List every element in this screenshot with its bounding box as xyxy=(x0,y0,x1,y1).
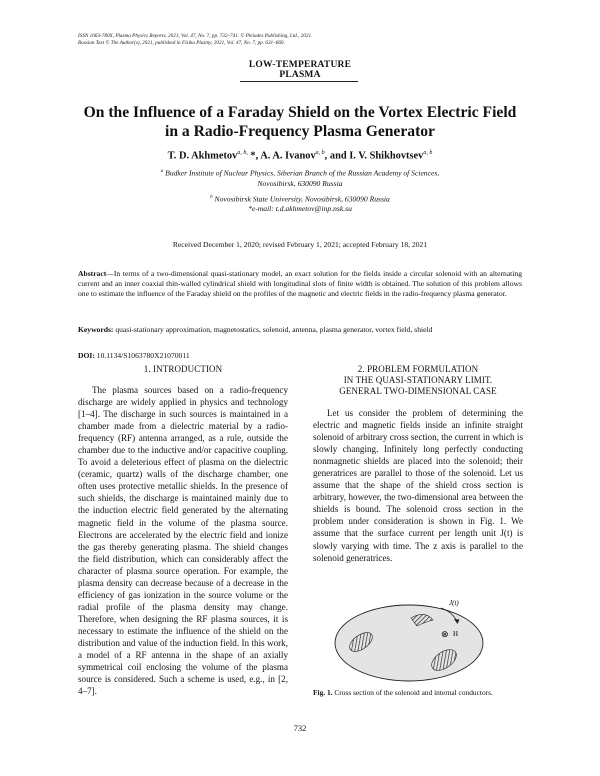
section-heading: LOW-TEMPERATURE PLASMA xyxy=(248,60,352,80)
intro-heading: 1. INTRODUCTION xyxy=(143,364,223,374)
author-email: *e-mail: t.d.akhmetov@inp.nsk.su xyxy=(248,204,352,213)
abstract: Abstract—In terms of a two-dimensional quasi-stationary model, an exact solution for the fields inside a circular solenoid with an alternating current and an inner coaxial thin-walled cylindrical shield with longitudinal slots of finite width is obtained. The solution of this problem allows one to estimate the influence of the Faraday shield on the profiles of the magnetic and electric fields in the radio-frequency plasma generator. xyxy=(78,269,522,298)
affiliation-a: $^a$ Budker Institute of Nuclear Physics, Siberian Branch of the Russian Academy of Sciences, Novosibirsk, 630090 Russia xyxy=(160,168,440,188)
formulation-heading: 2. PROBLEM FORMULATION IN THE QUASI-STATIONARY LIMIT. GENERAL TWO-DIMENSIONAL CASE xyxy=(339,364,497,396)
paper-title: On the Influence of a Faraday Shield on the Vortex Electric Field in a Radio-Frequency Plasma Generator xyxy=(83,104,517,140)
author-2: A. A. Ivanov xyxy=(260,150,316,162)
formulation-body: Let us consider the problem of determining the electric and magnetic fields inside an infinite straight solenoid of arbitrary cross section, the current in which is slowly changing. Infinitely long perfectly conducting nonmagnetic shields are placed into the solenoid; their generatrices are parallel to those of the solenoid. Let us assume that the shape of the shield cross section is arbitrary, however, the two-dimensional area between the shields is bound. The solenoid cross section in the problem under consideration is shown in Fig. 1. We assume that the surface current per length unit J(t) is slowly varying with time. The z axis is parallel to the solenoid generatrices. xyxy=(313,408,523,563)
doi: DOI: 10.1134/S1063780X21070011 xyxy=(78,351,190,360)
current-label: J(t) xyxy=(449,599,459,607)
field-symbol: ⊗ xyxy=(441,630,449,640)
keywords: Keywords: quasi-stationary approximation, magnetostatics, solenoid, antenna, plasma generator, vortex field, shield xyxy=(78,325,433,334)
intro-body: The plasma sources based on a radio-frequency discharge are widely applied in physics and technology [1–4]. The discharge in such sources is maintained in a chamber made from a dielectric material by a radio-frequency (RF) antenna arranged, as a rule, outside the chamber due to the inductive and/or capacitive coupling. To avoid a deleterious effect of plasma on the dielectric (ceramic, quartz) walls of the discharge chamber, one often uses protective metallic shields. In the presence of such shields, the discharge is maintained mainly due to the induction electric field generated by the alternating magnetic field in the volume of the plasma source. Electrons are accelerated by the electric field and ionize the gas thereby generating plasma. The shield changes the field distribution, which can considerably affect the character of plasma source operation. For example, the plasma density can decrease because of a decrease in the efficiency of gas ionization in the source volume or the radial profile of the plasma density may change. Therefore, when designing the RF plasma sources, it is necessary to estimate the influence of the shield on the distribution and value of the induction field. In this work, a model of a RF antenna in the shape of an axially symmetrical coil enclosing the volume of the plasma source is considered. Such a scheme is used, e.g., in [2, 4–7]. xyxy=(78,385,288,697)
received-dates: Received December 1, 2020; revised February 1, 2021; accepted February 18, 2021 xyxy=(172,240,428,249)
journal-header-line-2: Russian Text © The Author(s), 2021, published in Fizika Plazmy, 2021, Vol. 47, No. 7, pp. 631–660. xyxy=(78,40,285,46)
author-1: T. D. Akhmetov xyxy=(167,150,238,162)
author-3: I. V. Shikhovtsev xyxy=(349,150,424,162)
section-rule xyxy=(240,81,358,82)
author-list: T. D. Akhmetov$^{a, b,}$ *, A. A. Ivanov$^{a, b}$, and I. V. Shikhovtsev$^{a, b}$ xyxy=(167,150,433,162)
journal-header-line-1: ISSN 1063-780X, Plasma Physics Reports, 2021, Vol. 47, No. 7, pp. 732–741. © Pleiades Publishing, Ltd., 2021. xyxy=(78,33,313,39)
affiliation-b: $^b$ Novosibirsk State University, Novosibirsk, 630090 Russia xyxy=(210,194,390,204)
figure-1-caption: Fig. 1. Cross section of the solenoid and internal conductors. xyxy=(313,688,493,697)
page-number: 732 xyxy=(293,723,307,733)
field-label: H xyxy=(453,630,459,638)
figure-1 xyxy=(321,598,521,684)
